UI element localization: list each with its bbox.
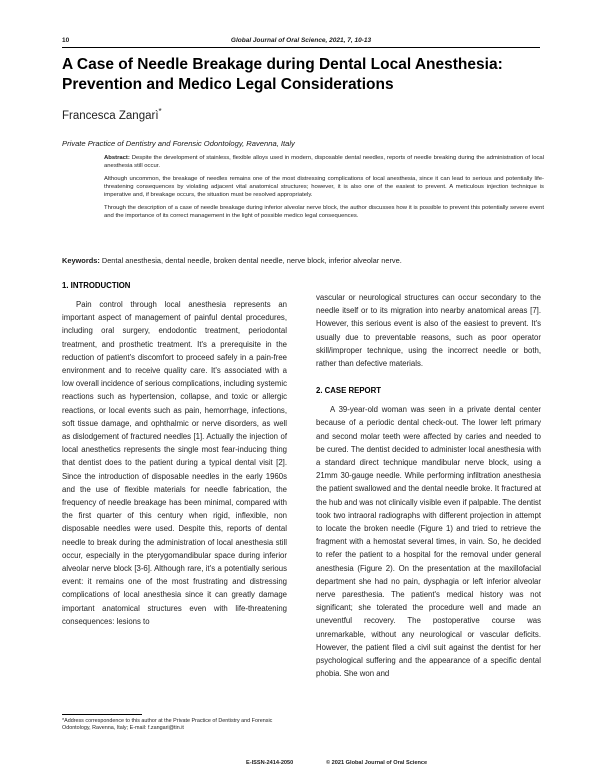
section-heading-introduction: 1. INTRODUCTION <box>62 281 131 290</box>
section-heading-case-report: 2. CASE REPORT <box>316 386 381 396</box>
journal-citation: Global Journal of Oral Science, 2021, 7, 10-13 <box>230 37 372 44</box>
right-column <box>316 291 541 680</box>
abstract-text: Despite the development of stainless, flexible alloys used in modern, disposable dental needles, reports of needle breaking during the administration of local anesthesia still occur. <box>104 155 544 169</box>
article-title: A Case of Needle Breakage during Dental Local Anesthesia: Prevention and Medico Legal Considerations <box>62 56 503 93</box>
page-number: 10 <box>62 37 70 44</box>
left-column <box>62 279 287 628</box>
introduction-continuation: vascular or neurological structures can occur secondary to the needle itself or to its migration into nearby anatomical areas [7]. However, this serious event is also of the easiest to prevent. It's usually due to preventable reasons, such as poor operator skill/improper technique, using the incorrect needle or both, rather than defective materials. <box>316 293 541 369</box>
author-affiliation: Private Practice of Dentistry and Forensic Odontology, Ravenna, Italy <box>62 139 295 148</box>
abstract-paragraph: Although uncommon, the breakage of needles remains one of the most distressing complications of local anesthesia, since it can lead to serious and potentially life-threatening consequences by violating adjacent vital anatomical structures; however, it is also one of the easiest to prevent. A meticulous injection technique is imperative and, if breakage occurs, the situation must be resolved appropriately. <box>104 176 544 198</box>
author-name: Francesca Zangarì <box>62 110 159 122</box>
case-report-paragraph: A 39-year-old woman was seen in a private dental center because of a periodic dental check-out. The lower left primary and second molar teeth were affected by caries and needed to be cured. The dentist decided to administer local anesthesia with a standard direct technique mandibular nerve block, using a 21mm 30-gauge needle. While performing infiltration anesthesia the patient swallowed and the dental needle broke. It fractured at the hub and was not clinically visible even if palpable. The dentist took two intraoral radiographs with different projection in attempt to locate the broken needle (Figure 1) and tried to retrieve the fragment with a hemostat several times, in vain. So, he decided to refer the patient to a hospital for the removal under general anesthesia (Figure 2). On the presentation at the maxillofacial department she had no pain, dysphagia or left inferior alveolar nerve paresthesia. The patient's medical history was not significant; she tolerated the procedure well and made an uneventful recovery. The postoperative course was unremarkable, without any neurological or vascular deficits. However, the patient filed a civil suit against the dentist for her psychological suffering and the appearance of a specific dental phobia. She won and <box>316 405 541 679</box>
author-mark: * <box>158 107 162 117</box>
footer-issn: E-ISSN-2414-2050 <box>246 760 294 766</box>
keywords <box>62 256 542 265</box>
footnote-divider <box>62 714 142 715</box>
author-line <box>62 107 162 122</box>
abstract-paragraph <box>104 154 544 170</box>
correspondence-footnote: *Address correspondence to this author at the Private Practice of Dentistry and Forensic Odontology, Ravenna, Italy; E-mail: f.zangari@tin.it <box>62 718 273 731</box>
keywords-label: Keywords: <box>62 256 100 265</box>
running-header <box>62 37 540 48</box>
abstract-label: Abstract: <box>104 155 130 161</box>
abstract-paragraph: Through the description of a case of needle breakage during inferior alveolar nerve block, the author discusses how it is possible to prevent this potentially severe event and the importance of its correct management in the light of possible medico legal consequences. <box>104 205 544 219</box>
footer-copyright: © 2021 Global Journal of Oral Science <box>326 760 428 766</box>
keywords-text: Dental anesthesia, dental needle, broken dental needle, nerve block, inferior alveolar nerve. <box>101 256 402 265</box>
introduction-paragraph: Pain control through local anesthesia represents an important aspect of management of painful dental procedures, including oral surgery, endodontic treatment, periodontal treatment, and prosthetic treatment. It's a prerequisite in the reduction of patient's discomfort to proceed safely in a pain-free environment and to receive quality care. It's associated with a low overall incidence of serious complications, including systemic reactions such as hypertension, collapse, and toxic or allergic reactions, or local events such as pain, hemorrhage, infections, soft tissue damage, and ophthalmic or nerve disorders, as well as dislodgement of fractured needles [1]. Actually the injection of local anesthetics represents the single most fear-inducing thing that dentist does to the patient during a typical dental visit [2]. Since the introduction of disposable needles in the early 1960s and the use of flexible materials for needle fabrication, the frequency of needle breakage has been minimal, compared with the first quarter of this century when rigid, inflexible, non disposable needles were used. Despite this, reports of dental needle to break during the administration of local anesthesia still occur, especially in the pterygomandibular space during inferior alveolar nerve block [3-6]. Although rare, it's a potentially serious event: it remains one of the most frustrating and distressing complications of local anesthesia since it can greatly damage important anatomical structures even with life-threatening consequences: lesions to <box>62 300 287 626</box>
abstract <box>104 154 544 225</box>
